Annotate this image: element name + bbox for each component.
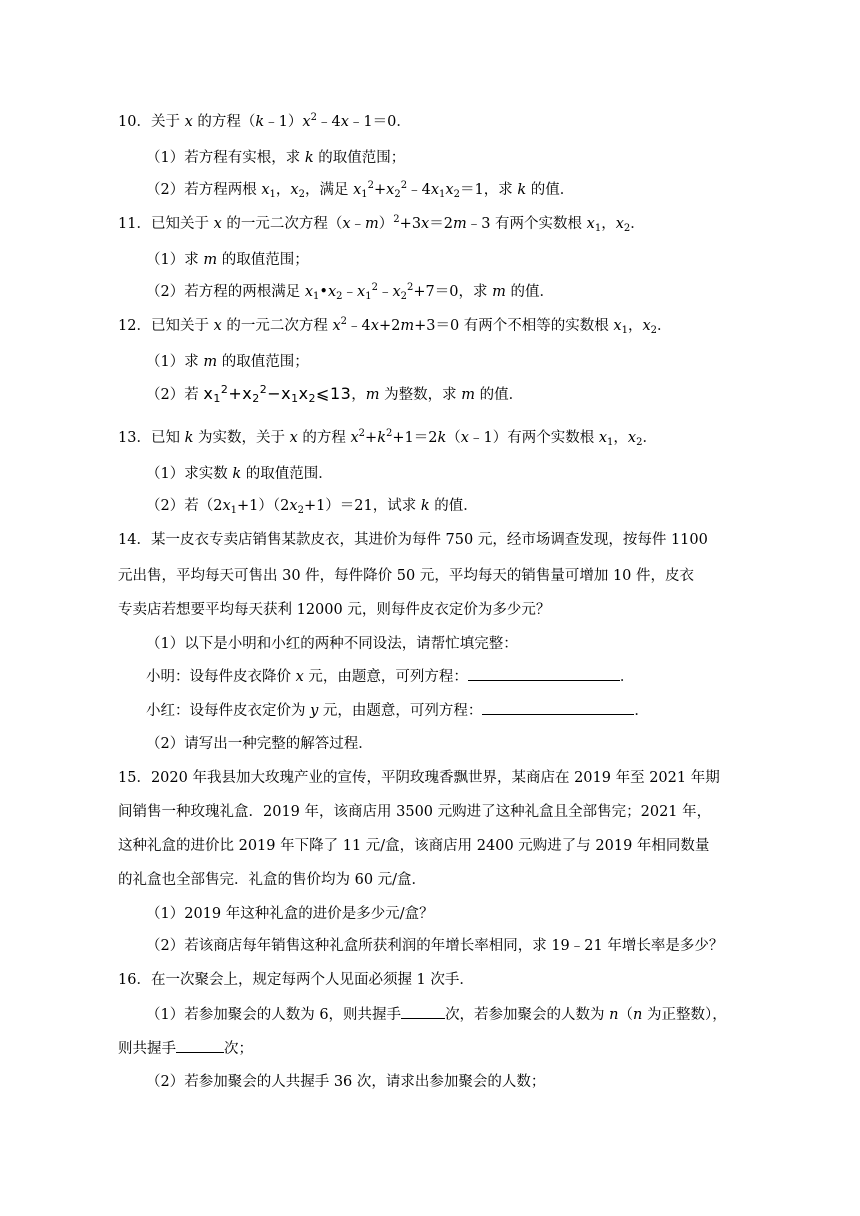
problem-12-stem: 12．已知关于 x 的一元二次方程 $x^2﹣4x+2m+3=0$ 有两个不相等的实数根 $x_1$，$x_2$． bbox=[118, 316, 672, 336]
problem-13-stem: 13．已知 k 为实数，关于 x 的方程 $x^2+k^2+1=2k(x﹣1)$有两个实数根 $x_1$，$x_2$． bbox=[118, 428, 657, 448]
problem-13-part-2: （2）若$(2x_1+1)(2x_2+1)=21$，试求 k 的值． bbox=[146, 498, 478, 516]
problem-12-part-1: （1）求 m 的取值范围； bbox=[146, 354, 309, 370]
problem-14-xiaoming: 小明：设每件皮衣降价 x 元，由题意，可列方程： ． bbox=[146, 666, 634, 687]
problem-15-stem-line-3: 这种礼盒的进价比 2019 年下降了 11 元/盒，该商店用 2400 元购进了与 2019 年相同数量 bbox=[118, 838, 710, 854]
problem-11-stem: 11．已知关于 x 的一元二次方程（x﹣m）$^2$+3x＝2m﹣3 有两个实数根 $x_1$，$x_2$． bbox=[118, 214, 645, 234]
problem-number: 10． bbox=[118, 114, 151, 130]
problem-10-stem: 10．关于 x 的方程$(k﹣1)x^2﹣4x﹣1=0$． bbox=[118, 112, 411, 130]
problem-15-part-1: （1）2019 年这种礼盒的进价是多少元/盒？ bbox=[146, 906, 434, 922]
problem-15-stem-line-1: 15．2020 年我县加大玫瑰产业的宣传，平阴玫瑰香飘世界，某商店在 2019 年至 2021 年期 bbox=[118, 770, 720, 786]
problem-15-part-2: （2）若该商店每年销售这种礼盒所获利润的年增长率相同，求 19﹣21 年增长率是多少？ bbox=[146, 938, 724, 954]
answer-blank[interactable] bbox=[482, 700, 634, 715]
problem-number: 12． bbox=[118, 318, 151, 334]
problem-13-part-1: （1）求实数 k 的取值范围． bbox=[146, 466, 333, 482]
problem-11-part-1: （1）求 m 的取值范围； bbox=[146, 252, 309, 268]
problem-number: 11． bbox=[118, 216, 151, 232]
problem-14-stem-line-1: 14．某一皮衣专卖店销售某款皮衣，其进价为每件 750 元，经市场调查发现，按每件 1100 bbox=[118, 532, 708, 548]
problem-14-stem-line-3: 专卖店若想要平均每天获利 12000 元，则每件皮衣定价为多少元？ bbox=[118, 602, 551, 618]
problem-number: 15． bbox=[118, 770, 151, 786]
problem-16-part-1: （1）若参加聚会的人数为 6，则共握手 次，若参加聚会的人数为 n（n 为正整数）， bbox=[146, 1004, 727, 1025]
problem-14-xiaohong: 小红：设每件皮衣定价为 y 元，由题意，可列方程： ． bbox=[146, 700, 649, 721]
problem-16-stem: 16．在一次聚会上，规定每两个人见面必须握 1 次手． bbox=[118, 972, 474, 988]
problem-number: 14． bbox=[118, 532, 151, 548]
problem-16-part-2: （2）若参加聚会的人共握手 36 次，请求出参加聚会的人数； bbox=[146, 1074, 546, 1090]
problem-14-stem-line-2: 元出售，平均每天可售出 30 件，每件降价 50 元，平均每天的销售量可增加 10 件，皮衣 bbox=[118, 568, 695, 584]
inequality-formula-image: $x_1^2+x_2^2-x_1x_2⩽13$ bbox=[203, 383, 352, 405]
answer-blank[interactable] bbox=[176, 1038, 224, 1053]
problem-14-part-1: （1）以下是小明和小红的两种不同设法，请帮忙填完整： bbox=[146, 636, 518, 652]
problem-number: 13． bbox=[118, 430, 151, 446]
problem-15-stem-line-2: 间销售一种玫瑰礼盒．2019 年，该商店用 3500 元购进了这种礼盒且全部售完；2021 年， bbox=[118, 804, 712, 820]
problem-16-part-1-cont: 则共握手 次； bbox=[118, 1038, 253, 1059]
problem-14-part-2: （2）请写出一种完整的解答过程． bbox=[146, 736, 373, 752]
problem-15-stem-line-4: 的礼盒也全部售完．礼盒的售价均为 60 元/盒． bbox=[118, 872, 427, 888]
problem-number: 16． bbox=[118, 972, 151, 988]
answer-blank[interactable] bbox=[401, 1004, 445, 1019]
problem-12-part-2: （2）若 $x_1^2+x_2^2-x_1x_2⩽13$，m 为整数，求 m 的值． bbox=[146, 383, 524, 405]
answer-blank[interactable] bbox=[468, 666, 620, 681]
problem-11-part-2: （2）若方程的两根满足 $x_1•x_2﹣x_1^2﹣x_2^2+7=0$，求 m 的值． bbox=[146, 282, 554, 302]
problem-10-part-1: （1）若方程有实根，求 k 的取值范围； bbox=[146, 150, 406, 166]
problem-10-part-2: （2）若方程两根 $x_1$，$x_2$，满足 $x_1^2+x_2^2﹣4x_1x_2=1$，求 k 的值． bbox=[146, 180, 575, 200]
